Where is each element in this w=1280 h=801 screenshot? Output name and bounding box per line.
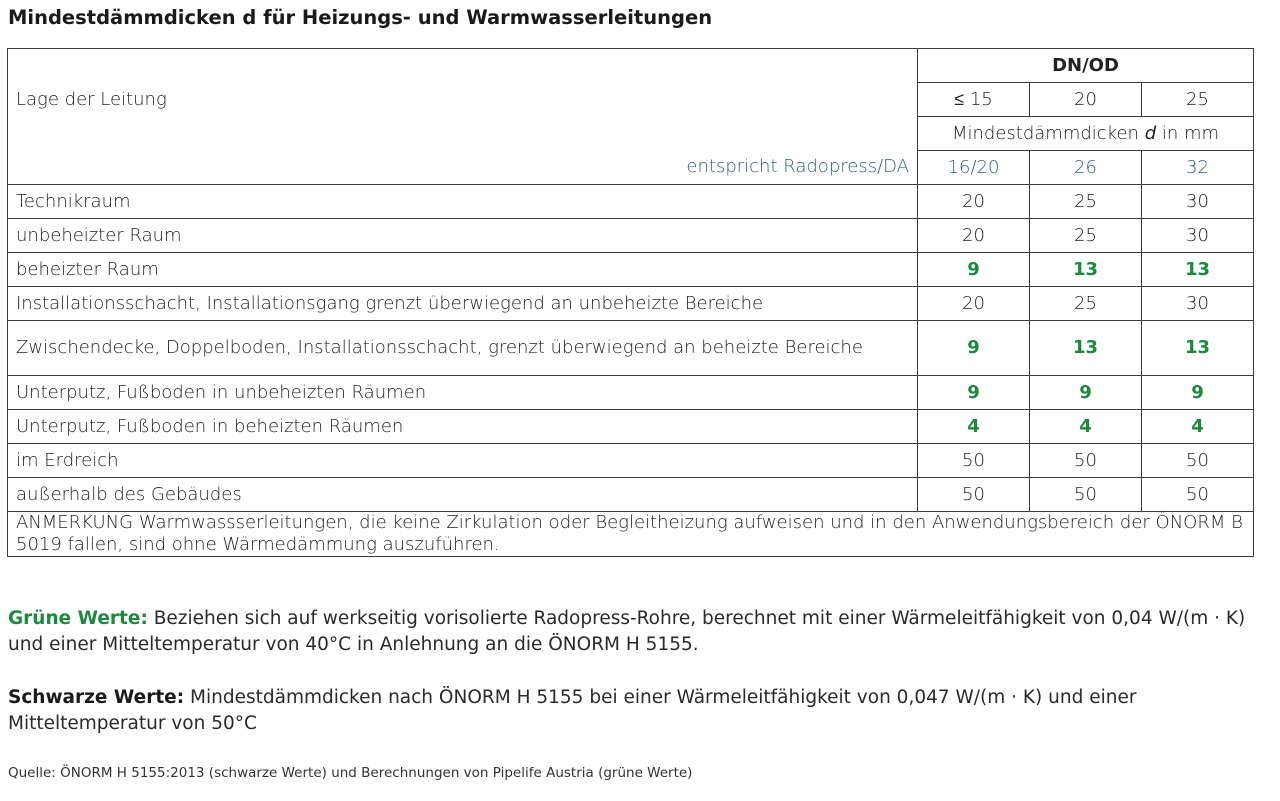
table-row	[8, 410, 1254, 444]
black-values-title: Schwarze Werte:	[8, 687, 185, 708]
header-radopress-label: entspricht Radopress/DA	[8, 151, 918, 185]
table-row	[8, 185, 1254, 219]
row-value: 50	[918, 478, 1030, 512]
row-value: 4	[1030, 410, 1142, 444]
row-value: 13	[1030, 321, 1142, 376]
row-value: 50	[1142, 478, 1254, 512]
row-value: 4	[1142, 410, 1254, 444]
row-value: 13	[1142, 253, 1254, 287]
row-label: beheizter Raum	[8, 253, 918, 287]
row-value: 20	[918, 219, 1030, 253]
row-value: 13	[1142, 321, 1254, 376]
green-values-paragraph	[8, 606, 1280, 658]
header-row-label: Lage der Leitung	[8, 49, 918, 151]
header-dn-25: 25	[1142, 83, 1254, 117]
row-label: Technikraum	[8, 185, 918, 219]
table-row	[8, 287, 1254, 321]
header-unit-text: Mindestdämmdicken d in mm	[951, 122, 1220, 144]
row-label: Unterputz, Fußboden in unbeheizten Räumen	[8, 376, 918, 410]
row-value: 50	[918, 444, 1030, 478]
row-value: 30	[1142, 185, 1254, 219]
green-values-text: Beziehen sich auf werkseitig vorisolierte Radopress-Rohre, berechnet mit einer Wärmeleitfähigkeit von 0,04 W/(m · K) und einer Mitteltemperatur von 40°C in Anlehnung an die ÖNORM H 5155.	[8, 608, 1246, 655]
row-value: 9	[1142, 376, 1254, 410]
row-value: 25	[1030, 219, 1142, 253]
green-values-title: Grüne Werte:	[8, 608, 148, 629]
row-value: 50	[1030, 444, 1142, 478]
header-unit	[918, 117, 1254, 151]
source-note: Quelle: ÖNORM H 5155:2013 (schwarze Werte) und Berechnungen von Pipelife Austria (grüne Werte)	[8, 765, 693, 781]
row-value: 20	[918, 287, 1030, 321]
row-value: 50	[1030, 478, 1142, 512]
row-value: 20	[918, 185, 1030, 219]
row-label: unbeheizter Raum	[8, 219, 918, 253]
row-label: Installationsschacht, Installationsgang grenzt überwiegend an unbeheizte Bereiche	[8, 287, 918, 321]
black-values-text: Mindestdämmdicken nach ÖNORM H 5155 bei einer Wärmeleitfähigkeit von 0,047 W/(m · K) und einer Mitteltemperatur von 50°C	[8, 687, 1137, 734]
row-value: 4	[918, 410, 1030, 444]
row-value: 9	[918, 321, 1030, 376]
header-dn-20: 20	[1030, 83, 1142, 117]
table-row	[8, 444, 1254, 478]
row-value: 30	[1142, 287, 1254, 321]
header-radopress-26: 26	[1030, 151, 1142, 185]
insulation-table	[7, 48, 1254, 557]
row-label: Zwischendecke, Doppelboden, Installationsschacht, grenzt überwiegend an beheizte Bereiche	[8, 321, 918, 376]
row-label: Unterputz, Fußboden in beheizten Räumen	[8, 410, 918, 444]
header-dn-od: DN/OD	[918, 49, 1254, 83]
row-value: 25	[1030, 287, 1142, 321]
note-row	[8, 512, 1254, 557]
row-value: 25	[1030, 185, 1142, 219]
table-row	[8, 253, 1254, 287]
row-value: 50	[1142, 444, 1254, 478]
row-value: 30	[1142, 219, 1254, 253]
row-value: 9	[1030, 376, 1142, 410]
black-values-paragraph	[8, 685, 1280, 737]
row-value: 9	[918, 253, 1030, 287]
table-row	[8, 219, 1254, 253]
note-text: ANMERKUNG Warmwassserleitungen, die keine Zirkulation oder Begleitheizung aufweisen und in den Anwendungsbereich der ÖNORM B 5019 fallen, sind ohne Wärmedämmung auszuführen.	[8, 512, 1254, 557]
unit-symbol: d	[1144, 122, 1157, 144]
header-radopress-16-20: 16/20	[918, 151, 1030, 185]
row-value: 9	[918, 376, 1030, 410]
table-row	[8, 321, 1254, 376]
table-row	[8, 376, 1254, 410]
header-radopress-32: 32	[1142, 151, 1254, 185]
row-value: 13	[1030, 253, 1142, 287]
table-row	[8, 478, 1254, 512]
header-dn-15: ≤ 15	[918, 83, 1030, 117]
page-title: Mindestdämmdicken d für Heizungs- und Warmwasserleitungen	[8, 6, 713, 29]
row-label: außerhalb des Gebäudes	[8, 478, 918, 512]
row-label: im Erdreich	[8, 444, 918, 478]
